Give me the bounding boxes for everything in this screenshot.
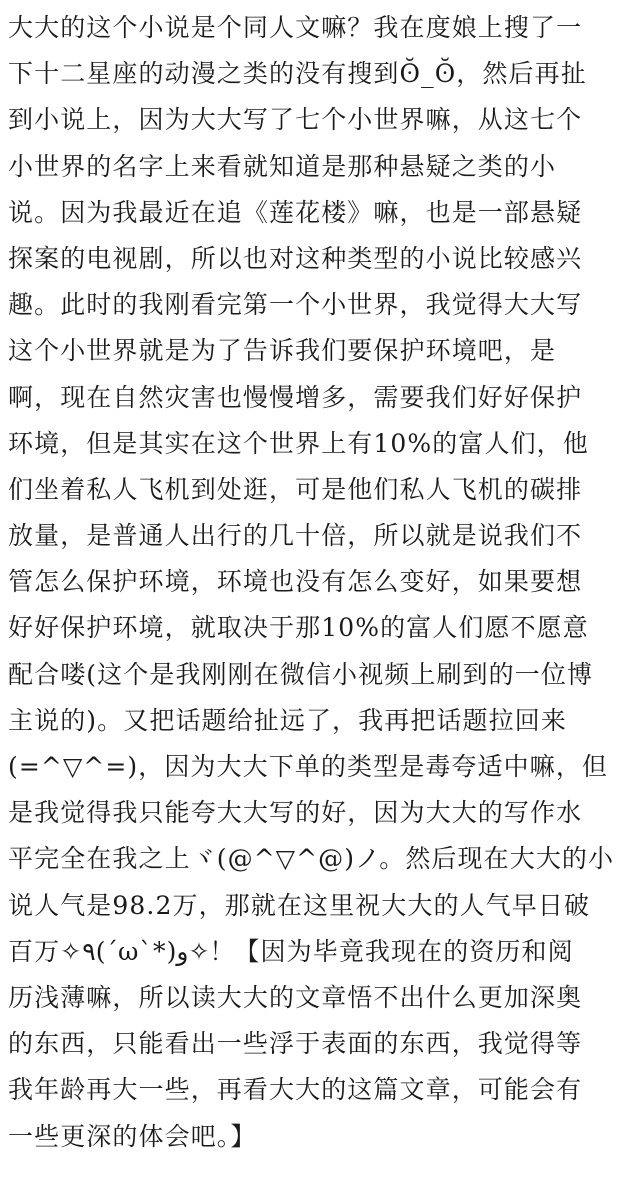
text-line: 小世界的名字上来看就知道是那种悬疑之类的小 xyxy=(8,151,557,181)
text-line: 这个小世界就是为了告诉我们要保护环境吧，是 xyxy=(8,336,557,366)
text-line: 大大的这个小说是个同人文嘛？我在度娘上搜了一 xyxy=(8,13,583,42)
text-line: 一些更深的体会吧。】 xyxy=(8,1121,257,1151)
text-line: 说。因为我最近在追《莲花楼》嘛，也是一部悬疑 xyxy=(8,197,583,227)
text-line: 好好保护环境，就取决于那10%的富人们愿不愿意 xyxy=(8,613,589,643)
article-text xyxy=(8,5,632,1160)
text-line: 趣。此时的我刚看完第一个小世界，我觉得大大写 xyxy=(8,290,583,320)
text-line: 说人气是98.2万，那就在这里祝大大的人气早日破 xyxy=(8,890,591,920)
text-line: 是我觉得我只能夸大大写的好，因为大大的写作水 xyxy=(8,798,583,828)
text-line: 管怎么保护环境，环境也没有怎么变好，如果要想 xyxy=(8,567,583,597)
text-line: 我年龄再大一些，再看大大的这篇文章，可能会有 xyxy=(8,1075,583,1105)
text-line: 配合喽(这个是我刚刚在微信小视频上刷到的一位博 xyxy=(8,659,594,689)
text-line: (=^▽^=)，因为大大下单的类型是毒夸适中嘛，但 xyxy=(8,752,609,781)
text-line: 探案的电视剧，所以也对这种类型的小说比较感兴 xyxy=(8,243,583,273)
text-line: 们坐着私人飞机到处逛，可是他们私人飞机的碳排 xyxy=(8,474,583,504)
text-line: 啊，现在自然灾害也慢慢增多，需要我们好好保护 xyxy=(8,382,583,412)
text-line: 历浅薄嘛，所以读大大的文章悟不出什么更加深奥 xyxy=(8,982,583,1012)
text-line: 百万✧٩(ˊωˋ*)و✧！【因为毕竟我现在的资历和阅 xyxy=(8,936,574,966)
text-line: 放量，是普通人出行的几十倍，所以就是说我们不 xyxy=(8,521,583,551)
text-line: 主说的)。又把话题给扯远了，我再把话题拉回来 xyxy=(8,705,567,735)
text-line: 下十二星座的动漫之类的没有搜到ʘ̆_ʘ̆，然后再扯 xyxy=(8,59,587,89)
text-line: 到小说上，因为大大写了七个小世界嘛，从这七个 xyxy=(8,105,583,135)
text-line: 环境，但是其实在这个世界上有10%的富人们，他 xyxy=(8,428,589,458)
text-line: 平完全在我之上ヾ(@^▽^@)ノ。然后现在大大的小 xyxy=(8,844,615,874)
text-line: 的东西，只能看出一些浮于表面的东西，我觉得等 xyxy=(8,1029,583,1059)
